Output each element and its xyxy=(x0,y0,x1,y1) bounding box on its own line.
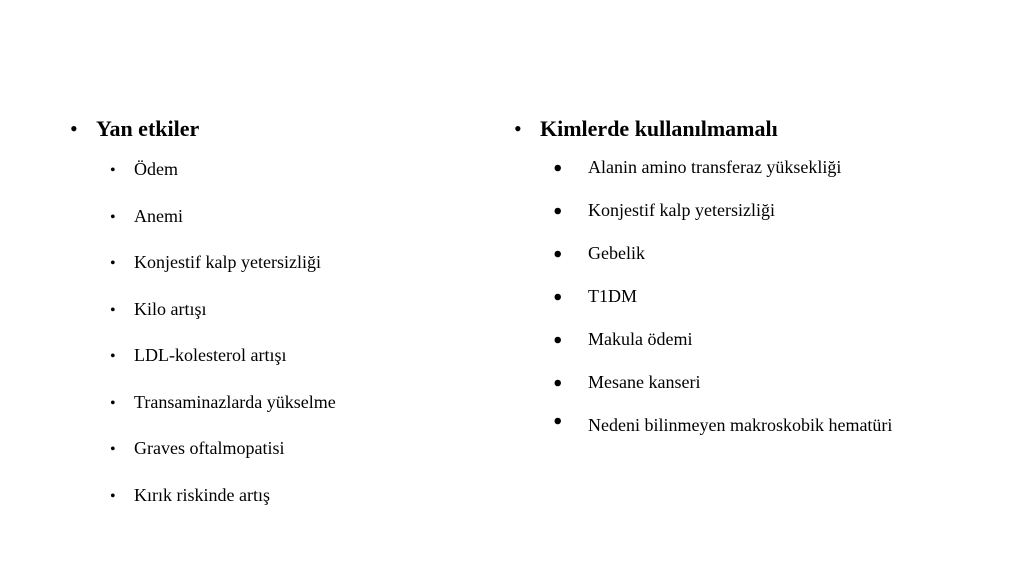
list-bullet: • xyxy=(110,441,116,458)
list-bullet: ⦁ xyxy=(554,332,562,348)
heading-bullet: • xyxy=(514,116,522,141)
list-bullet: • xyxy=(110,301,116,319)
contraindications-title: Kimlerde kullanılmamalı xyxy=(540,116,778,141)
list-bullet: ⦁ xyxy=(554,246,562,262)
list-item-text: Transaminazlarda yükselme xyxy=(134,391,336,412)
list-bullet: ⦁ xyxy=(554,413,562,429)
list-item xyxy=(110,390,470,437)
list-item-text: Alanin amino transferaz yüksekliği xyxy=(588,157,842,177)
side-effects-title: Yan etkiler xyxy=(96,116,200,141)
list-item xyxy=(110,436,470,483)
list-item-text: Makula ödemi xyxy=(588,329,693,349)
side-effects-column xyxy=(70,111,470,529)
heading-bullet: • xyxy=(70,116,78,141)
list-item-text: Konjestif kalp yetersizliği xyxy=(588,200,775,220)
list-item xyxy=(110,204,470,251)
list-item xyxy=(110,250,470,297)
side-effects-list xyxy=(110,157,470,529)
list-bullet: ⦁ xyxy=(554,375,562,391)
list-item xyxy=(110,297,470,344)
list-item-text: Kırık riskinde artış xyxy=(134,484,270,505)
list-bullet: ⦁ xyxy=(554,160,562,176)
list-item-text: Nedeni bilinmeyen makroskobik hematüri xyxy=(588,415,893,435)
side-effects-heading xyxy=(70,111,470,147)
list-item xyxy=(554,327,954,353)
list-item-text: LDL-kolesterol artışı xyxy=(134,345,287,365)
contraindications-column xyxy=(514,111,954,460)
list-bullet: ⦁ xyxy=(554,203,562,219)
list-item xyxy=(554,198,954,224)
list-item xyxy=(110,483,470,530)
list-item-text: Kilo artışı xyxy=(134,298,207,319)
list-bullet: ⦁ xyxy=(554,289,562,305)
list-item-text: Konjestif kalp yetersizliği xyxy=(134,252,321,272)
list-bullet: • xyxy=(110,348,116,365)
contraindications-list xyxy=(554,155,954,443)
list-item xyxy=(554,155,954,181)
list-item-text: Ödem xyxy=(134,159,178,179)
list-item xyxy=(110,157,470,204)
list-item xyxy=(554,370,954,396)
list-item-text: Gebelik xyxy=(588,243,645,263)
list-bullet: • xyxy=(110,487,116,505)
list-item xyxy=(554,241,954,267)
list-item-text: T1DM xyxy=(588,286,637,306)
list-bullet: • xyxy=(110,162,116,179)
list-item-text: Anemi xyxy=(134,205,183,226)
list-item xyxy=(554,284,954,310)
list-bullet: • xyxy=(110,394,116,412)
list-item-text: Graves oftalmopatisi xyxy=(134,438,285,458)
list-item xyxy=(554,413,954,443)
contraindications-heading xyxy=(514,111,954,147)
list-item xyxy=(110,343,470,390)
list-bullet: • xyxy=(110,255,116,272)
list-bullet: • xyxy=(110,208,116,226)
list-item-text: Mesane kanseri xyxy=(588,372,701,392)
